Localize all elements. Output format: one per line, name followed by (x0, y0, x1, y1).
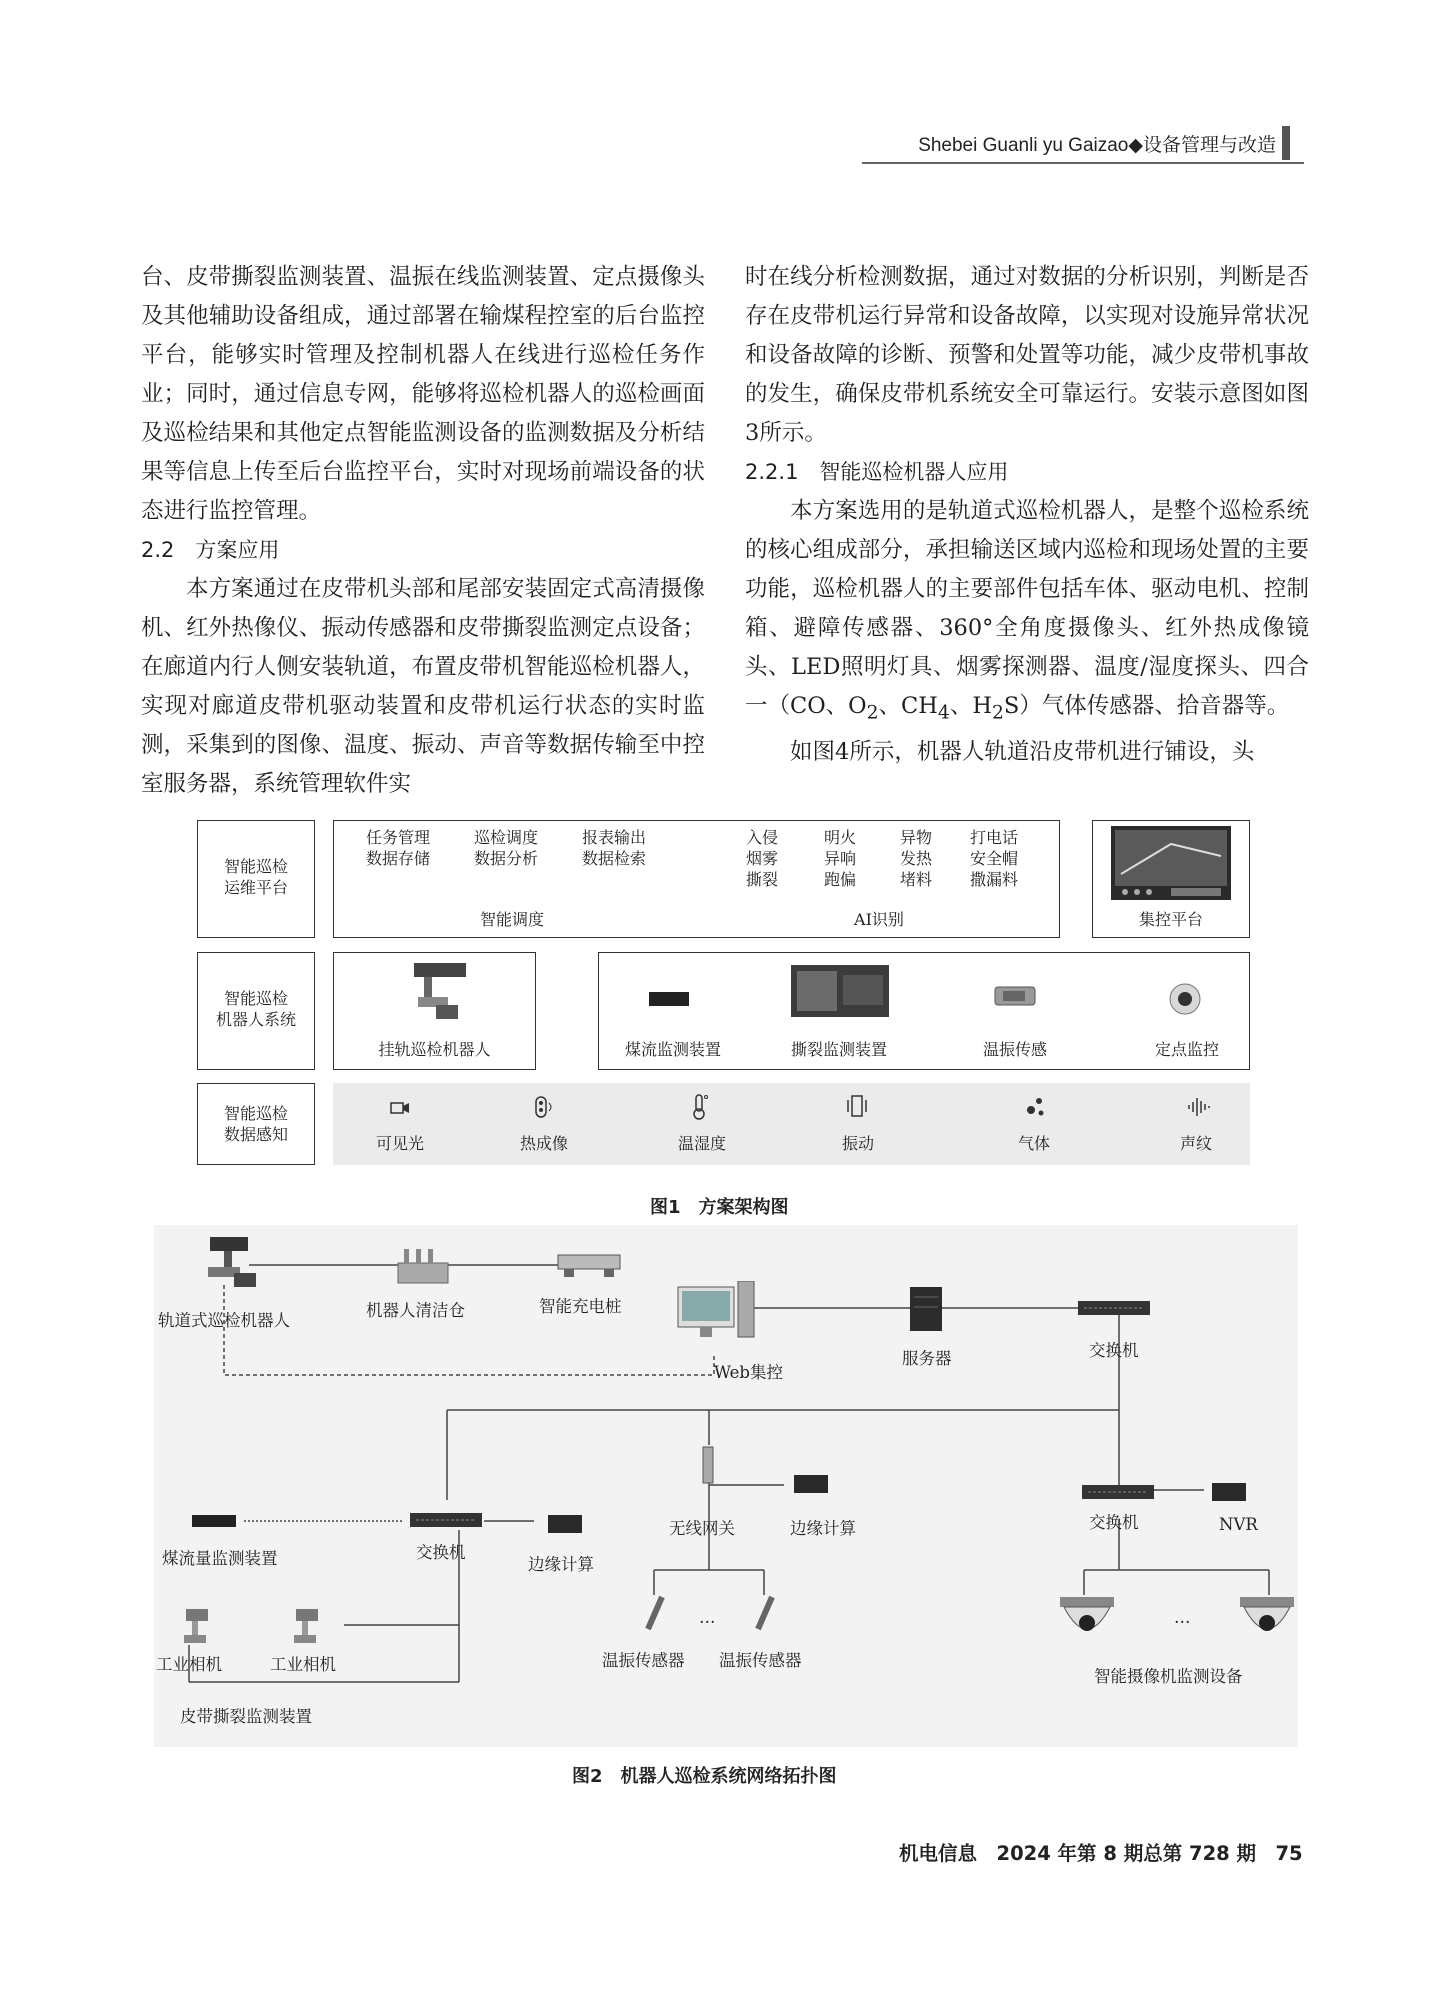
page-footer: 机电信息 2024 年第 8 期总第 728 期 75 (899, 1842, 1303, 1865)
gas-icon (1023, 1095, 1047, 1119)
right-column (745, 258, 1309, 772)
tear-device-label: 皮带撕裂监测装置 (180, 1707, 312, 1726)
control-screen-image (1111, 826, 1231, 900)
section-heading-2-2: 2.2 方案应用 (141, 538, 280, 562)
web-control-label: Web集控 (714, 1363, 783, 1382)
ellipsis-mid: … (699, 1608, 716, 1627)
right-paragraph-2: 本方案选用的是轨道式巡检机器人，是整个巡检系统的核心组成部分，承担输送区域内巡检和现场处置的主要功能，巡检机器人的主要部件包括车体、驱动电机、控制箱、避障传感器、360°全角度摄像头、红外热成像镜头、LED照明灯具、烟雾探测器、温度/湿度探头、四合一（CO、$O_2$、$CH_4$、$H_2S$）气体传感器、拾音器等。 (745, 498, 1309, 724)
industrial-camera-1-icon (176, 1607, 216, 1647)
camera-1-label: 工业相机 (156, 1655, 222, 1674)
left-paragraph-2: 本方案通过在皮带机头部和尾部安装固定式高清摄像机、红外热像仪、振动传感器和皮带撕裂监测定点设备；在廊道内行人侧安装轨道，布置皮带机智能巡检机器人，实现对廊道皮带机驱动装置和皮带机运行状态的实时监测，采集到的图像、温度、振动、声音等数据传输至中控室服务器，系统管理软件实 (141, 576, 705, 797)
left-paragraph-1: 台、皮带撕裂监测装置、温振在线监测装置、定点摄像头及其他辅助设备组成，通过部署在输煤程控室的后台监控平台，能够实时管理及控制机器人在线进行巡检任务作业；同时，通过信息专网，能够将巡检机器人的巡检画面及巡检结果和其他定点智能监测设备的监测数据及分析结果等信息上传至后台监控平台，实时对现场前端设备的状态进行监控管理。 (141, 264, 705, 524)
thermal-icon (531, 1095, 555, 1121)
section-heading-2-2-1: 2.2.1 智能巡检机器人应用 (745, 460, 1009, 484)
central-control-box (1092, 820, 1250, 938)
dome-camera-1-icon (1056, 1595, 1118, 1647)
nvr-label: NVR (1219, 1515, 1258, 1534)
sensing-label-1: 可见光 (375, 1134, 424, 1153)
row-label-data-sensing: 智能巡检 数据感知 (197, 1083, 315, 1165)
gateway-label: 无线网关 (669, 1519, 735, 1538)
edge-computing-mid-icon (790, 1469, 834, 1499)
smart-camera-label: 智能摄像机监测设备 (1094, 1667, 1243, 1686)
server-icon (906, 1285, 946, 1335)
ai-col-1: 入侵 烟雾 撕裂 (745, 828, 778, 889)
edge-left-label: 边缘计算 (528, 1555, 594, 1574)
sensor-2-label: 温振传感器 (719, 1651, 802, 1670)
cleaning-bay-label: 机器人清洁仓 (366, 1301, 465, 1320)
robot-label: 轨道式巡检机器人 (158, 1311, 290, 1330)
header-bar (1282, 126, 1290, 160)
right-paragraph-3: 如图4所示，机器人轨道沿皮带机进行铺设，头 (790, 738, 1255, 765)
header-rule (862, 162, 1304, 164)
robot-box (333, 952, 536, 1070)
devices-box (598, 952, 1250, 1070)
control-label: 集控平台 (1138, 910, 1203, 929)
ai-col-3: 异物 发热 堵料 (899, 828, 932, 889)
nvr-icon (1208, 1477, 1252, 1507)
switch-left-label: 交换机 (416, 1543, 466, 1562)
sensing-label-2: 热成像 (519, 1134, 568, 1153)
robot-label: 挂轨巡检机器人 (378, 1040, 491, 1059)
device-label-1: 煤流监测装置 (624, 1040, 721, 1059)
temp-vibration-sensor-2-icon (752, 1593, 780, 1635)
thermometer-icon (689, 1093, 711, 1121)
sched-item-3: 报表输出 数据检索 (581, 828, 646, 868)
switch-top-label: 交换机 (1089, 1341, 1139, 1360)
rail-robot-icon (406, 957, 474, 1025)
camera-icon (389, 1099, 411, 1117)
running-header-text: Shebei Guanli yu Gaizao◆设备管理与改造 (918, 135, 1276, 156)
computer-icon (676, 1281, 758, 1351)
figure-1-caption: 图1 方案架构图 (650, 1197, 789, 1218)
vibration-icon (845, 1093, 869, 1121)
device-label-4: 定点监控 (1154, 1040, 1219, 1059)
right-paragraph-1: 时在线分析检测数据，通过对数据的分析识别，判断是否存在皮带机运行异常和设备故障，以实现对设施异常状况和设备故障的诊断、预警和处置等功能，减少皮带机事故的发生，确保皮带机系统安全可靠运行。安装示意图如图3所示。 (745, 264, 1309, 446)
ellipsis-right: … (1174, 1608, 1191, 1627)
switch-right-label: 交换机 (1089, 1513, 1139, 1532)
figure-2 (154, 1225, 1298, 1747)
wireless-gateway-icon (699, 1443, 719, 1487)
edge-computing-left-icon (544, 1509, 588, 1539)
running-header (862, 130, 1304, 160)
left-column (141, 258, 705, 804)
camera-2-label: 工业相机 (270, 1655, 336, 1674)
server-label: 服务器 (902, 1349, 952, 1368)
coal-flow-device-icon (649, 988, 689, 1008)
industrial-camera-2-icon (286, 1607, 326, 1647)
ai-label: AI识别 (854, 910, 904, 929)
ai-col-2: 明火 异响 跑偏 (823, 828, 856, 889)
coal-flow-device-icon (188, 1509, 244, 1533)
switch-right-icon (1078, 1479, 1158, 1505)
charging-pile-label: 智能充电桩 (539, 1297, 622, 1316)
temp-vibration-sensor-icon (991, 981, 1039, 1013)
sensing-label-4: 振动 (841, 1134, 874, 1153)
sched-item-2: 巡检调度 数据分析 (473, 828, 538, 868)
temp-vibration-sensor-1-icon (642, 1593, 670, 1635)
row-label-robot-system: 智能巡检 机器人系统 (197, 952, 315, 1070)
switch-top-icon (1074, 1297, 1154, 1321)
sensing-strip (333, 1083, 1250, 1165)
coal-flow-label: 煤流量监测装置 (162, 1549, 278, 1568)
fixed-camera-icon (1167, 981, 1203, 1017)
sched-item-1: 任务管理 数据存储 (365, 828, 430, 868)
ai-col-4: 打电话 安全帽 撒漏料 (969, 828, 1018, 889)
charging-pile-icon (554, 1249, 624, 1279)
rail-robot-icon (194, 1235, 264, 1301)
figure-2-caption: 图2 机器人巡检系统网络拓扑图 (572, 1766, 837, 1787)
sensing-label-3: 温湿度 (677, 1134, 726, 1153)
tear-device-image (791, 965, 889, 1017)
cleaning-bay-icon (394, 1245, 452, 1289)
switch-left-icon (406, 1507, 486, 1533)
edge-mid-label: 边缘计算 (790, 1519, 856, 1538)
dome-camera-2-icon (1236, 1595, 1298, 1647)
row-label-ops-platform: 智能巡检 运维平台 (197, 820, 315, 938)
sensor-1-label: 温振传感器 (602, 1651, 685, 1670)
device-label-2: 撕裂监测装置 (790, 1040, 887, 1059)
sensing-label-5: 气体 (1017, 1134, 1050, 1153)
sched-label: 智能调度 (479, 910, 544, 929)
device-label-3: 温振传感 (982, 1040, 1047, 1059)
soundprint-icon (1187, 1097, 1213, 1117)
sensing-label-6: 声纹 (1179, 1134, 1212, 1153)
scheduling-ai-box (333, 820, 1060, 938)
